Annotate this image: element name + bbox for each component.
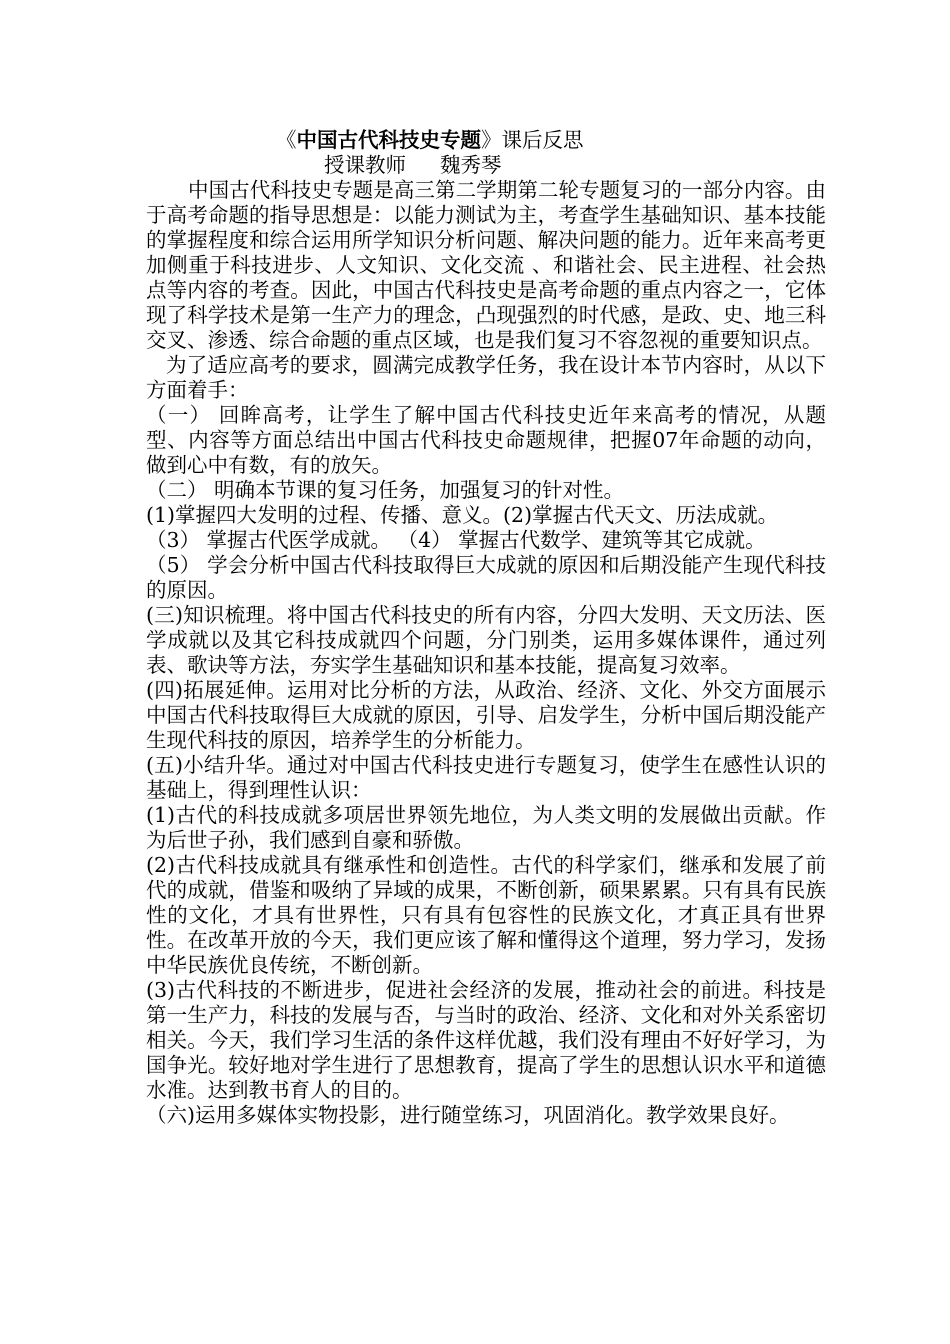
document-title bbox=[146, 128, 826, 153]
author-line bbox=[146, 153, 826, 178]
title-suffix: 课后反思 bbox=[501, 128, 584, 152]
title-open-bracket: 《 bbox=[276, 128, 297, 152]
paragraph-section-3: (三)知识梳理。将中国古代科技史的所有内容，分四大发明、天文历法、医学成就以及其它科技成就四个问题，分门别类，运用多媒体课件，通过列表、歌诀等方法，夯实学生基础知识和基本技能，提高复习效率。 bbox=[146, 603, 826, 677]
paragraph-section-6: （六)运用多媒体实物投影，进行随堂练习，巩固消化。教学效果良好。 bbox=[146, 1103, 790, 1127]
paragraph-intro: 中国古代科技史专题是高三第二学期第二轮专题复习的一部分内容。由于高考命题的指导思想是：以能力测试为主，考查学生基础知识、基本技能的掌握程度和综合运用所学知识分析问题、解决问题的能力。近年来高考更加侧重于科技进步、人文知识、文化交流 、和谐社会、民主进程、社会热点等内容的考查。因此，中国古代科技史是高考命题的重点内容之一，它体现了科学技术是第一生产力的理念，凸现强烈的时代感，是政、史、地三科交叉、渗透、综合命题的重点区域，也是我们复习不容忽视的重要知识点。 bbox=[146, 178, 826, 352]
author-label: 授课教师 bbox=[324, 153, 406, 177]
paragraph-goals-3-4: （3） 掌握古代医学成就。 （4） 掌握古代数学、建筑等其它成就。 bbox=[146, 528, 766, 552]
paragraph-approach: 为了适应高考的要求，圆满完成教学任务，我在设计本节内容时，从以下方面着手： bbox=[146, 353, 826, 402]
paragraph-section-1: （一） 回眸高考，让学生了解中国古代科技史近年来高考的情况，从题型、内容等方面总结出中国古代科技史命题规律，把握07年命题的动向，做到心中有数，有的放矢。 bbox=[146, 403, 826, 477]
paragraph-conclusion-2: (2)古代科技成就具有继承性和创造性。古代的科学家们，继承和发展了前代的成就，借鉴和吸纳了异域的成果，不断创新，硕果累累。只有具有民族性的文化，才具有世界性，只有具有包容性的民族文化，才真正具有世界性。在改革开放的今天，我们更应该了解和懂得这个道理，努力学习，发扬中华民族优良传统，不断创新。 bbox=[146, 853, 826, 977]
paragraph-conclusion-1: (1)古代的科技成就多项居世界领先地位，为人类文明的发展做出贡献。作为后世子孙，我们感到自豪和骄傲。 bbox=[146, 803, 826, 852]
paragraph-goal-5: （5） 学会分析中国古代科技取得巨大成就的原因和后期没能产生现代科技的原因。 bbox=[146, 553, 826, 602]
paragraph-section-2: （二） 明确本节课的复习任务，加强复习的针对性。 bbox=[146, 478, 625, 502]
title-topic: 中国古代科技史专题 bbox=[296, 128, 481, 152]
paragraph-goals-1-2: (1)掌握四大发明的过程、传播、意义。(2)掌握古代天文、历法成就。 bbox=[146, 503, 779, 527]
paragraph-section-4: (四)拓展延伸。运用对比分析的方法，从政治、经济、文化、外交方面展示中国古代科技取得巨大成就的原因，引导、启发学生，分析中国后期没能产生现代科技的原因，培养学生的分析能力。 bbox=[146, 678, 826, 752]
author-name: 魏秀琴 bbox=[440, 153, 502, 177]
paragraph-conclusion-3: (3)古代科技的不断进步，促进社会经济的发展，推动社会的前进。科技是第一生产力，科技的发展与否，与当时的政治、经济、文化和对外关系密切相关。今天，我们学习生活的条件这样优越，我们没有理由不好好学习，为国争光。较好地对学生进行了思想教育，提高了学生的思想认识水平和道德水准。达到教书育人的目的。 bbox=[146, 978, 826, 1102]
title-close-bracket: 》 bbox=[481, 128, 502, 152]
document-body bbox=[146, 128, 826, 1128]
paragraph-section-5: (五)小结升华。通过对中国古代科技史进行专题复习，使学生在感性认识的基础上，得到理性认识： bbox=[146, 753, 826, 802]
